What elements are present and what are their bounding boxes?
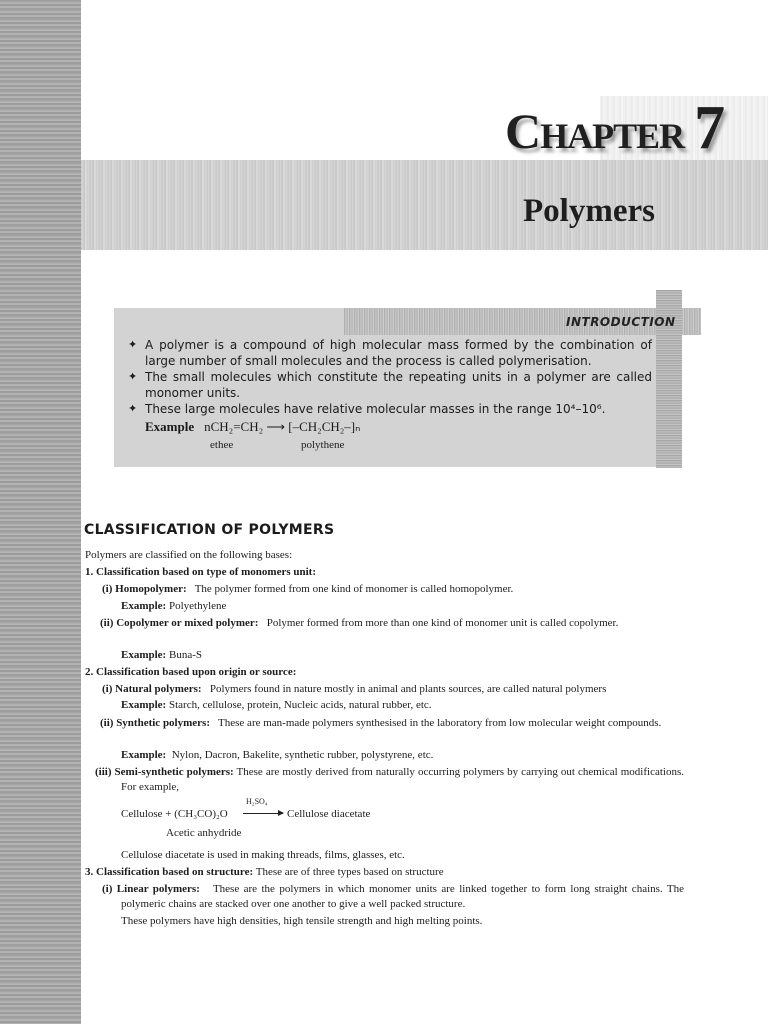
chapter-number-heading [505, 93, 724, 164]
example-reaction: nCH₂=CH₂ ⟶ [–CH₂CH₂–]ₙ [204, 419, 361, 434]
introduction-list [128, 337, 652, 417]
reaction-product: Cellulose diacetate [287, 808, 371, 820]
example-left-name: ethee [210, 439, 234, 451]
synthetic-polymers-item: (ii) Synthetic polymers: These are man-made polymers synthesised in the laboratory from low molecular weight compounds. [100, 717, 662, 729]
example-label: Example [145, 419, 195, 434]
linear-polymers-item: (i) Linear polymers: These are the polymers in which monomer units are linked together to form long straight chains. The polymeric chains are stacked over one another to give a well packed structure. [102, 883, 684, 910]
example-right-name: polythene [301, 439, 345, 451]
cellulose-diacetate-note: Cellulose diacetate is used in making threads, films, glasses, etc. [121, 849, 405, 861]
copolymer-example: Example: Buna-S [121, 649, 202, 661]
chapter-word-rest: HAPTER [540, 116, 685, 156]
section-intro: Polymers are classified on the following bases: [85, 549, 293, 561]
chapter-word-initial: C [505, 103, 541, 159]
chapter-title: Polymers [523, 193, 655, 229]
decorative-side-stripe [0, 0, 81, 1024]
four-point-star-icon: ✦ [128, 402, 138, 415]
reaction-arrow-icon [243, 813, 283, 814]
classification-1-heading: 1. Classification based on type of monomers unit: [85, 566, 317, 578]
four-point-star-icon: ✦ [128, 338, 138, 351]
introduction-bullet: ✦ A polymer is a compound of high molecular mass formed by the combination of large number of small molecules and the process is called polymerisation. [128, 338, 652, 368]
semi-synthetic-polymers-item: (iii) Semi-synthetic polymers: These are mostly derived from naturally occurring polymers by carrying out chemical modifications. For example, [95, 766, 684, 793]
chapter-header-band [81, 160, 768, 250]
classification-3-heading: 3. Classification based on structure: These are of three types based on structure [85, 866, 444, 878]
homopolymer-item: (i) Homopolymer: The polymer formed from one kind of monomer is called homopolymer. [102, 583, 514, 595]
copolymer-item: (ii) Copolymer or mixed polymer: Polymer formed from more than one kind of monomer unit is called copolymer. [100, 617, 619, 629]
classification-2-heading: 2. Classification based upon origin or source: [85, 666, 297, 678]
four-point-star-icon: ✦ [128, 370, 138, 383]
homopolymer-example: Example: Polyethylene [121, 600, 227, 612]
natural-polymers-item: (i) Natural polymers: Polymers found in nature mostly in animal and plants sources, are called natural polymers [102, 683, 607, 695]
reaction-catalyst: H₂SO₄ [246, 797, 268, 806]
introduction-example [145, 419, 360, 435]
chapter-number: 7 [694, 94, 725, 162]
reaction-reactants: Cellulose + (CH₃CO)₂O [121, 808, 228, 820]
introduction-bullet: ✦ These large molecules have relative molecular masses in the range 10⁴–10⁶. [128, 402, 606, 416]
introduction-bullet: ✦ The small molecules which constitute the repeating units in a polymer are called monomer units. [128, 370, 652, 400]
linear-polymers-note: These polymers have high densities, high tensile strength and high melting points. [121, 915, 483, 927]
natural-polymers-example: Example: Starch, cellulose, protein, Nucleic acids, natural rubber, etc. [121, 699, 432, 711]
reaction-reactant-name: Acetic anhydride [166, 827, 242, 839]
synthetic-polymers-example: Example: Nylon, Dacron, Bakelite, synthetic rubber, polystyrene, etc. [121, 749, 434, 761]
section-heading: CLASSIFICATION OF POLYMERS [84, 522, 335, 538]
introduction-label: INTRODUCTION [566, 315, 676, 329]
